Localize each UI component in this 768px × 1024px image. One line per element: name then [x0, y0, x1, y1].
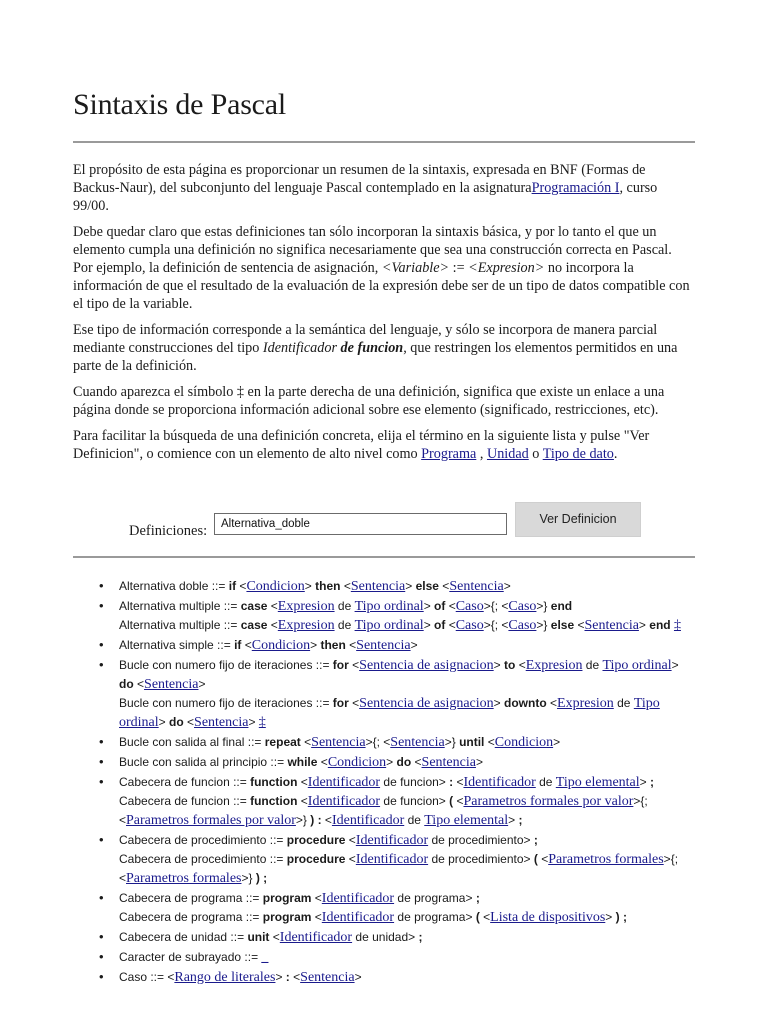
- syntax-token: >: [605, 910, 613, 924]
- syntax-token: de: [334, 599, 355, 613]
- top-divider: [73, 141, 695, 143]
- syntax-token: ::=: [267, 755, 288, 769]
- identificador-link[interactable]: Identificador: [307, 775, 381, 790]
- tipo-elemental-link[interactable]: Tipo elemental: [555, 775, 640, 790]
- list-item: [96, 773, 696, 830]
- syntax-token: >: [198, 677, 206, 691]
- syntax-token: if: [234, 638, 242, 652]
- parametros-formales-valor-link[interactable]: Parametros formales por valor: [463, 794, 634, 809]
- syntax-token: de: [535, 775, 556, 789]
- syntax-token: ::=: [229, 775, 251, 789]
- syntax-token: ::=: [242, 891, 263, 905]
- list-item: [96, 928, 696, 947]
- term: Bucle con numero fijo de iteraciones: [119, 658, 313, 672]
- syntax-token: <: [442, 579, 450, 593]
- syntax-token: <: [304, 735, 312, 749]
- parametros-formales-valor-link[interactable]: Parametros formales por valor: [126, 813, 296, 828]
- unidad-link[interactable]: Unidad: [486, 446, 529, 462]
- tipo-ordinal-link[interactable]: Tipo ordinal: [354, 618, 424, 633]
- syntax-token: >: [508, 813, 516, 827]
- term: Cabecera de unidad: [119, 930, 228, 944]
- list-item: [96, 733, 696, 752]
- syntax-token: >}: [536, 599, 548, 613]
- caso-link[interactable]: Caso: [455, 599, 484, 614]
- syntax-token: >: [493, 658, 505, 672]
- condicion-link[interactable]: Condicion: [327, 755, 387, 770]
- syntax-token: (: [472, 910, 484, 924]
- rango-literales-link[interactable]: Rango de literales: [174, 970, 276, 985]
- syntax-token: ::=: [229, 794, 251, 808]
- syntax-token: <: [577, 618, 585, 632]
- identificador-link[interactable]: Identificador: [355, 833, 429, 848]
- list-item: [96, 831, 696, 888]
- sentencia-link[interactable]: Sentencia: [311, 735, 366, 750]
- tipo-ordinal-link[interactable]: Tipo ordinal: [354, 599, 424, 614]
- syntax-token: :: [282, 970, 294, 984]
- sentencia-link[interactable]: Sentencia: [350, 579, 406, 594]
- syntax-token: >: [310, 638, 321, 652]
- expresion-link[interactable]: Expresion: [277, 599, 335, 614]
- expresion-term: <Expresion>: [468, 260, 545, 276]
- parametros-formales-link[interactable]: Parametros formales: [548, 852, 664, 867]
- syntax-token: <: [348, 852, 356, 866]
- condicion-link[interactable]: Condicion: [494, 735, 554, 750]
- text: , curso 99/00.: [73, 180, 658, 214]
- syntax-token: {; <: [119, 852, 679, 885]
- definition-select[interactable]: Alternativa_doble: [214, 513, 507, 535]
- syntax-token: do: [169, 715, 184, 729]
- term: Cabecera de programa: [119, 891, 243, 905]
- syntax-token: else: [415, 579, 439, 593]
- definition-list: [96, 577, 696, 988]
- intro-paragraph-5: [73, 427, 695, 463]
- syntax-token: >: [483, 599, 491, 613]
- syntax-token: >: [304, 579, 316, 593]
- identificador-link[interactable]: Identificador: [355, 852, 429, 867]
- syntax-token: <: [293, 970, 301, 984]
- text: , que restringen los elementos permitidos en una parte de la definición.: [73, 340, 678, 374]
- syntax-token: de programa>: [394, 910, 473, 924]
- sentencia-link[interactable]: Sentencia: [300, 970, 355, 985]
- text: ,: [476, 446, 487, 462]
- definiciones-label: Definiciones:: [129, 523, 208, 539]
- sentencia-link[interactable]: Sentencia: [421, 755, 476, 770]
- syntax-token: >}: [536, 618, 548, 632]
- syntax-token: ) ;: [612, 910, 627, 924]
- syntax-token: if: [228, 579, 237, 593]
- syntax-token: >: [410, 638, 418, 652]
- tipo-elemental-link[interactable]: Tipo elemental: [424, 813, 509, 828]
- expresion-link[interactable]: Expresion: [557, 696, 614, 711]
- syntax-token: ::=: [241, 950, 262, 964]
- syntax-token: <: [487, 735, 495, 749]
- syntax-token: <: [137, 677, 145, 691]
- syntax-token: end: [550, 599, 573, 613]
- syntax-token: >: [158, 715, 169, 729]
- syntax-token: <: [314, 891, 322, 905]
- syntax-token: else: [550, 618, 575, 632]
- syntax-token: of: [434, 618, 446, 632]
- de-funcion-term: de funcion: [340, 340, 404, 356]
- syntax-token: <: [483, 910, 491, 924]
- syntax-token: repeat: [264, 735, 301, 749]
- syntax-token: <: [448, 618, 456, 632]
- underscore-link[interactable]: _: [261, 950, 269, 965]
- term: Alternativa simple: [119, 638, 214, 652]
- sentencia-link[interactable]: Sentencia: [144, 677, 199, 692]
- term: Cabecera de funcion: [119, 794, 230, 808]
- identificador-link[interactable]: Identificador: [463, 775, 536, 790]
- syntax-token: downto: [504, 696, 547, 710]
- syntax-token: >}: [295, 813, 307, 827]
- syntax-token: <: [320, 755, 328, 769]
- syntax-token: >: [553, 735, 561, 749]
- syntax-token: <: [352, 658, 360, 672]
- syntax-token: <: [414, 755, 422, 769]
- syntax-token: of: [434, 599, 446, 613]
- dagger-link[interactable]: ‡: [258, 715, 266, 730]
- syntax-token: >: [671, 658, 679, 672]
- programacion-link[interactable]: Programación I: [531, 180, 620, 196]
- identificador-link[interactable]: Identificador: [279, 930, 353, 945]
- syntax-token: end: [649, 618, 671, 632]
- term: Cabecera de procedimiento: [119, 852, 267, 866]
- syntax-token: until: [459, 735, 485, 749]
- syntax-token: de funcion>: [380, 794, 446, 808]
- text: Para facilitar la búsqueda de una definición concreta, elija el término en la siguiente lista y pulse "Ver Definicion", o comience con un elemento de alto nivel como: [73, 428, 650, 462]
- sentencia-link[interactable]: Sentencia: [584, 618, 639, 633]
- syntax-token: (: [445, 794, 457, 808]
- term: Cabecera de funcion: [119, 775, 230, 789]
- syntax-token: <: [550, 696, 558, 710]
- syntax-token: ::=: [220, 599, 241, 613]
- syntax-token: ::=: [227, 930, 248, 944]
- syntax-token: ;: [515, 813, 523, 827]
- syntax-token: <: [456, 794, 464, 808]
- syntax-token: >: [503, 579, 511, 593]
- syntax-token: :: [445, 775, 457, 789]
- tipo-ordinal-link[interactable]: Tipo ordinal: [602, 658, 672, 673]
- syntax-token: de: [334, 618, 355, 632]
- syntax-token: procedure: [286, 833, 346, 847]
- syntax-token: <: [343, 579, 351, 593]
- tipo-de-dato-link[interactable]: Tipo de dato: [542, 446, 614, 462]
- syntax-token: <: [270, 599, 278, 613]
- identificador-term: Identificador: [262, 340, 337, 356]
- syntax-token: program: [262, 891, 312, 905]
- syntax-token: <: [541, 852, 549, 866]
- syntax-token: {; <: [372, 735, 391, 749]
- syntax-token: while: [287, 755, 318, 769]
- syntax-token: ) ;: [252, 871, 268, 885]
- list-item: [96, 948, 696, 967]
- syntax-token: ;: [646, 775, 655, 789]
- text: Cuando aparezca el símbolo ‡ en la parte derecha de una definición, significa que existe un enlace a una página donde se proporciona información adicional sobre ese elemento (significado, restricciones, etc).: [73, 384, 665, 418]
- syntax-token: <: [239, 579, 247, 593]
- list-item: [96, 889, 696, 927]
- text: Debe quedar claro que estas definiciones tan sólo incorporan la sintaxis básica, y por lo tanto el que un elemento cumpla una definición no significa necesariamente que sea una construcción correcta en Pascal. Por ejemplo, la definición de sentencia de asignación,: [73, 224, 672, 276]
- tipo-ordinal-link[interactable]: Tipo ordinal: [119, 696, 660, 730]
- condicion-link[interactable]: Condicion: [251, 638, 311, 653]
- syntax-token: <: [272, 930, 280, 944]
- syntax-token: >: [633, 794, 641, 808]
- text: no incorpora la información de que el resultado de la evaluación de la expresión debe ser de un tipo de datos compatible con el tipo de la variable.: [73, 260, 690, 312]
- text: o: [528, 446, 543, 462]
- syntax-token: ::=: [220, 618, 241, 632]
- syntax-token: <: [314, 910, 322, 924]
- text: El propósito de esta página es proporcionar un resumen de la sintaxis, expresada en BNF (Formas de Backus-Naur), del subconjunto del lenguaje Pascal contemplado en la asignatura: [73, 162, 646, 196]
- syntax-token: de: [404, 813, 425, 827]
- sentencia-link[interactable]: Sentencia: [356, 638, 411, 653]
- term: Caracter de subrayado: [119, 950, 242, 964]
- identificador-link[interactable]: Identificador: [321, 910, 395, 925]
- syntax-token: >: [423, 599, 435, 613]
- syntax-token: <: [300, 775, 308, 789]
- syntax-token: function: [250, 794, 298, 808]
- expresion-link[interactable]: Expresion: [277, 618, 335, 633]
- syntax-token: ;: [472, 891, 480, 905]
- term: Caso: [119, 970, 148, 984]
- term: Alternativa multiple: [119, 599, 221, 613]
- syntax-token: >: [475, 755, 483, 769]
- syntax-token: <: [187, 715, 195, 729]
- syntax-token: <: [324, 813, 332, 827]
- variable-term: <Variable>: [381, 260, 450, 276]
- intro-section: [73, 161, 695, 471]
- syntax-token: <: [300, 794, 308, 808]
- syntax-token: de unidad>: [352, 930, 416, 944]
- term: Alternativa multiple: [119, 618, 221, 632]
- syntax-token: >: [248, 715, 259, 729]
- syntax-token: >: [275, 970, 283, 984]
- syntax-token: de procedimiento>: [428, 833, 531, 847]
- parametros-formales-link[interactable]: Parametros formales: [126, 871, 242, 886]
- lista-dispositivos-link[interactable]: Lista de dispositivos: [490, 910, 606, 925]
- syntax-token: {; <: [119, 794, 648, 827]
- syntax-token: unit: [247, 930, 270, 944]
- syntax-token: ::=: [312, 696, 333, 710]
- intro-paragraph-3: [73, 321, 695, 375]
- syntax-token: >: [639, 775, 647, 789]
- syntax-token: >: [638, 618, 650, 632]
- syntax-token: (: [530, 852, 542, 866]
- syntax-token: <: [167, 970, 175, 984]
- identificador-link[interactable]: Identificador: [331, 813, 405, 828]
- sentencia-asignacion-link[interactable]: Sentencia de asignacion: [359, 696, 494, 711]
- list-divider: [73, 556, 695, 558]
- programa-link[interactable]: Programa: [421, 446, 477, 462]
- sentencia-link[interactable]: Sentencia: [194, 715, 249, 730]
- syntax-token: >: [354, 970, 362, 984]
- sentencia-link[interactable]: Sentencia: [390, 735, 445, 750]
- dagger-link[interactable]: ‡: [673, 618, 681, 633]
- syntax-token: ::=: [213, 638, 235, 652]
- syntax-token: procedure: [286, 852, 346, 866]
- text: :=: [449, 260, 469, 276]
- text: Ese tipo de información corresponde a la semántica del lenguaje, y sólo se incorpora de manera parcial mediante construcciones del tipo: [73, 322, 658, 356]
- expresion-link[interactable]: Expresion: [525, 658, 583, 673]
- syntax-token: case: [240, 599, 268, 613]
- intro-paragraph-4: [73, 383, 695, 419]
- term: Bucle con numero fijo de iteraciones: [119, 696, 313, 710]
- syntax-token: >}: [241, 871, 253, 885]
- syntax-token: de procedimiento>: [428, 852, 531, 866]
- identificador-link[interactable]: Identificador: [321, 891, 395, 906]
- syntax-token: <: [352, 696, 360, 710]
- syntax-token: ::=: [266, 833, 287, 847]
- caso-link[interactable]: Caso: [455, 618, 484, 633]
- syntax-token: ::=: [312, 658, 333, 672]
- syntax-token: >: [493, 696, 505, 710]
- syntax-token: de funcion>: [380, 775, 446, 789]
- page-title: Sintaxis de Pascal: [73, 88, 287, 121]
- syntax-token: {; <: [490, 618, 509, 632]
- syntax-token: case: [240, 618, 268, 632]
- term: Cabecera de procedimiento: [119, 833, 267, 847]
- condicion-link[interactable]: Condicion: [246, 579, 305, 594]
- syntax-token: then: [315, 579, 341, 593]
- syntax-token: de: [582, 658, 603, 672]
- syntax-token: do: [119, 677, 134, 691]
- syntax-token: then: [320, 638, 346, 652]
- sentencia-asignacion-link[interactable]: Sentencia de asignacion: [359, 658, 494, 673]
- syntax-token: <: [244, 638, 252, 652]
- syntax-token: >: [483, 618, 491, 632]
- definition-form: [0, 502, 768, 542]
- list-item: [96, 968, 696, 987]
- sentencia-link[interactable]: Sentencia: [449, 579, 504, 594]
- ver-definicion-button[interactable]: Ver Definicion: [515, 502, 641, 537]
- term: Alternativa doble: [119, 579, 209, 593]
- syntax-token: >: [423, 618, 435, 632]
- syntax-token: to: [504, 658, 516, 672]
- syntax-token: for: [332, 658, 349, 672]
- list-item: [96, 656, 696, 732]
- syntax-token: <: [456, 775, 464, 789]
- intro-paragraph-1: [73, 161, 695, 215]
- syntax-token: <: [270, 618, 278, 632]
- syntax-token: ::=: [266, 852, 287, 866]
- term: Bucle con salida al principio: [119, 755, 268, 769]
- text: .: [613, 446, 618, 462]
- syntax-token: >: [386, 755, 397, 769]
- syntax-token: <: [349, 638, 357, 652]
- term: Bucle con salida al final: [119, 735, 245, 749]
- syntax-token: do: [396, 755, 412, 769]
- syntax-token: >}: [444, 735, 456, 749]
- syntax-token: ::=: [244, 735, 265, 749]
- syntax-token: ;: [530, 833, 538, 847]
- syntax-token: function: [250, 775, 298, 789]
- list-item: [96, 636, 696, 655]
- syntax-token: {; <: [490, 599, 509, 613]
- syntax-token: ::=: [147, 970, 168, 984]
- syntax-token: >: [663, 852, 671, 866]
- term: Cabecera de programa: [119, 910, 243, 924]
- syntax-token: program: [262, 910, 312, 924]
- syntax-token: <: [448, 599, 456, 613]
- syntax-token: <: [348, 833, 356, 847]
- syntax-token: >: [365, 735, 373, 749]
- syntax-token: ) :: [306, 813, 325, 827]
- syntax-token: >: [405, 579, 416, 593]
- syntax-token: ::=: [242, 910, 263, 924]
- intro-paragraph-2: [73, 223, 695, 313]
- syntax-token: for: [332, 696, 349, 710]
- list-item: [96, 753, 696, 772]
- syntax-token: ;: [415, 930, 423, 944]
- syntax-token: <: [518, 658, 526, 672]
- syntax-token: de: [613, 696, 634, 710]
- caso-link[interactable]: Caso: [508, 599, 537, 614]
- list-item: [96, 577, 696, 596]
- identificador-link[interactable]: Identificador: [307, 794, 381, 809]
- syntax-token: ::=: [208, 579, 229, 593]
- list-item: [96, 597, 696, 635]
- caso-link[interactable]: Caso: [508, 618, 537, 633]
- syntax-token: de programa>: [394, 891, 473, 905]
